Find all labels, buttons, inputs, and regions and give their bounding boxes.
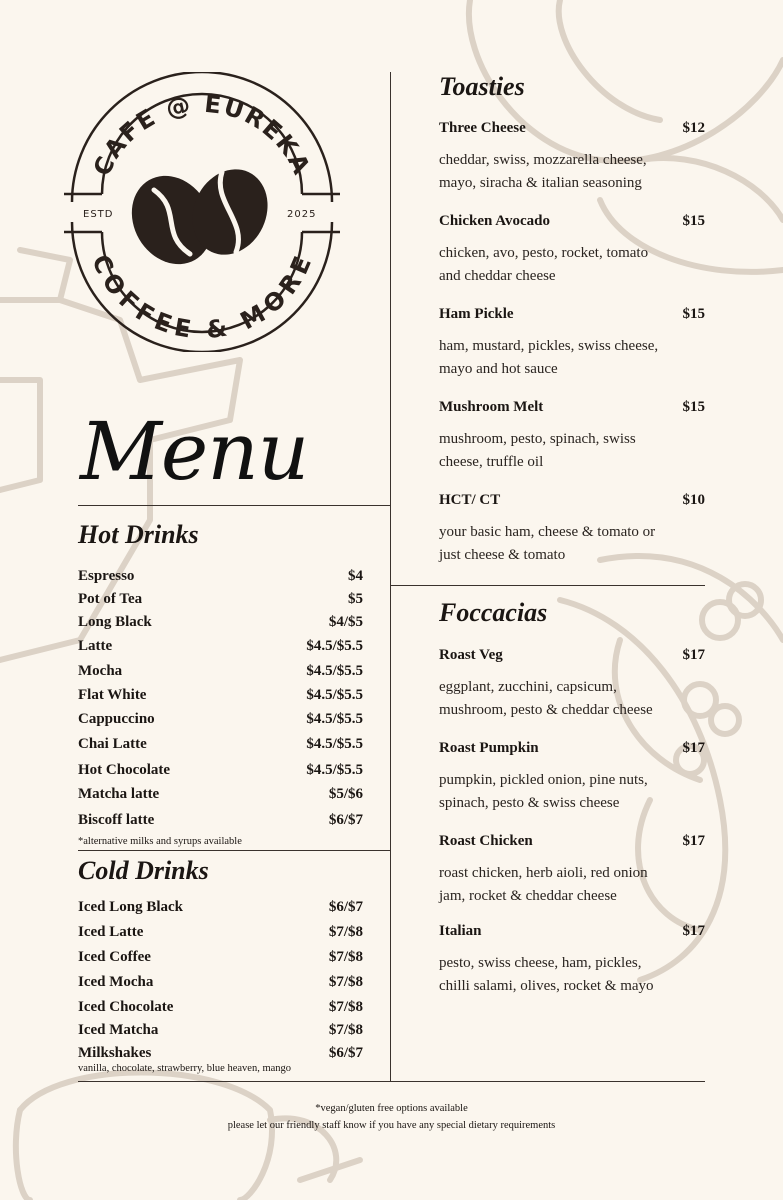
cold-drink-name: Iced Latte	[78, 923, 144, 940]
toastie-price: $12	[682, 120, 705, 136]
toastie-description-line: just cheese & tomato	[439, 547, 566, 563]
hot-drink-name: Flat White	[78, 686, 147, 703]
hot-drink-row	[78, 809, 363, 831]
coffee-cup-sketch	[20, 1073, 272, 1200]
cold-drink-price: $7/$8	[328, 1021, 363, 1038]
logo-estd-text: ESTD	[83, 209, 114, 220]
hot-drink-row	[78, 565, 363, 587]
toastie-price: $15	[682, 306, 705, 322]
toastie-description	[439, 521, 707, 567]
toastie-description	[439, 149, 707, 195]
foccacia-name: Italian	[439, 923, 482, 939]
logo-bottom-text: COFFEE & MORE	[86, 250, 318, 345]
milkshake-flavours-note: vanilla, chocolate, strawberry, blue heaven, mango	[78, 1063, 292, 1074]
cold-drink-price: $7/$8	[328, 998, 363, 1015]
cold-drink-price: $6/$7	[328, 1044, 363, 1061]
foccacia-item	[439, 833, 705, 850]
toastie-item	[439, 492, 705, 509]
cold-drink-price: $6/$7	[328, 898, 363, 915]
coffee-beans-icon	[116, 157, 281, 279]
cold-drink-row	[78, 896, 363, 918]
cold-drink-name: Iced Coffee	[78, 948, 151, 965]
toastie-name: Three Cheese	[439, 120, 526, 136]
hot-drink-row	[78, 660, 363, 682]
hot-drink-name: Biscoff latte	[78, 811, 155, 828]
foccacia-price: $17	[682, 923, 705, 939]
hot-drink-row	[78, 708, 363, 730]
hot-drink-name: Chai Latte	[78, 735, 147, 752]
hot-drink-name: Pot of Tea	[78, 590, 143, 607]
hot-drink-name: Long Black	[78, 613, 152, 630]
cold-drink-price: $7/$8	[328, 973, 363, 990]
cold-drink-row	[78, 921, 363, 943]
foccacia-description-line: pumpkin, pickled onion, pine nuts,	[439, 772, 648, 788]
toasties-title: Toasties	[439, 72, 525, 101]
foccacia-description-line: mushroom, pesto & cheddar cheese	[439, 702, 653, 718]
hot-drink-price: $4.5/$5.5	[306, 735, 363, 752]
cold-drink-price: $7/$8	[328, 948, 363, 965]
toastie-description-line: mayo, siracha & italian seasoning	[439, 175, 642, 191]
cold-drink-row	[78, 1042, 363, 1064]
foccacia-price: $17	[682, 740, 705, 756]
hot-drink-row	[78, 733, 363, 755]
foccacia-description-line: eggplant, zucchini, capsicum,	[439, 679, 617, 695]
toastie-description-line: your basic ham, cheese & tomato or	[439, 524, 656, 540]
hot-drink-price: $5/$6	[328, 785, 363, 802]
foccacia-description-line: roast chicken, herb aioli, red onion	[439, 865, 648, 881]
foccacia-item	[439, 647, 705, 664]
cold-drink-name: Iced Long Black	[78, 898, 184, 915]
toastie-name: Ham Pickle	[439, 306, 514, 322]
hot-drink-row	[78, 588, 363, 610]
hot-drink-name: Cappuccino	[78, 710, 155, 727]
cold-drink-name: Milkshakes	[78, 1044, 152, 1061]
foccacia-description-line: spinach, pesto & swiss cheese	[439, 795, 620, 811]
hot-drinks-title: Hot Drinks	[78, 520, 199, 549]
cold-drink-row	[78, 1019, 363, 1041]
toastie-description	[439, 428, 707, 474]
foccacia-description-line: jam, rocket & cheddar cheese	[439, 888, 617, 904]
bottom-rule	[78, 1081, 705, 1082]
toastie-description-line: cheese, truffle oil	[439, 454, 544, 470]
toastie-name: HCT/ CT	[439, 492, 501, 508]
toastie-description-line: chicken, avo, pesto, rocket, tomato	[439, 245, 649, 261]
toastie-name: Chicken Avocado	[439, 213, 550, 229]
toastie-item	[439, 213, 705, 230]
hot-drink-row	[78, 635, 363, 657]
hot-drink-row	[78, 611, 363, 633]
toastie-price: $10	[682, 492, 705, 508]
foccacias-title: Foccacias	[439, 598, 548, 627]
foccacia-description	[439, 862, 707, 908]
cold-drink-name: Iced Mocha	[78, 973, 154, 990]
toastie-description-line: mayo and hot sauce	[439, 361, 558, 377]
logo-top-text: CAFE @ EUREKA	[87, 89, 317, 181]
hot-drink-price: $4	[348, 567, 363, 584]
foccacia-item	[439, 740, 705, 757]
cold-drink-row	[78, 946, 363, 968]
cold-drink-row	[78, 996, 363, 1018]
hot-drinks-note: *alternative milks and syrups available	[78, 836, 242, 847]
toasties-foccacias-divider	[391, 585, 705, 586]
coffee-leaf-sketch	[600, 556, 783, 640]
logo-year-text: 2025	[287, 209, 317, 220]
foccacia-description	[439, 769, 707, 815]
hot-drink-price: $4.5/$5.5	[306, 761, 363, 778]
foccacia-description	[439, 676, 707, 722]
cold-drink-name: Iced Matcha	[78, 1021, 159, 1038]
hot-drink-name: Latte	[78, 637, 113, 654]
hot-drink-name: Hot Chocolate	[78, 761, 171, 778]
foccacia-item	[439, 923, 705, 940]
hot-drink-name: Mocha	[78, 662, 123, 679]
foccacia-name: Roast Pumpkin	[439, 740, 539, 756]
cold-drink-name: Iced Chocolate	[78, 998, 174, 1015]
foccacia-price: $17	[682, 833, 705, 849]
column-divider	[390, 72, 391, 1082]
toastie-item	[439, 306, 705, 323]
footer-vegan-note: *vegan/gluten free options available	[315, 1103, 468, 1114]
cold-drinks-title: Cold Drinks	[78, 856, 209, 885]
toastie-item	[439, 120, 705, 137]
cafe-logo	[62, 72, 342, 352]
hot-cold-divider	[78, 850, 390, 851]
hot-drink-price: $5	[348, 590, 363, 607]
footer-dietary-note: please let our friendly staff know if you have any special dietary requirements	[227, 1120, 556, 1131]
menu-title: Menu	[80, 405, 309, 498]
menu-title-rule	[78, 505, 390, 506]
hot-drink-row	[78, 783, 363, 805]
cold-drink-row	[78, 971, 363, 993]
toastie-description-line: mushroom, pesto, spinach, swiss	[439, 431, 636, 447]
toastie-item	[439, 399, 705, 416]
hot-drink-price: $6/$7	[328, 811, 363, 828]
cold-drink-price: $7/$8	[328, 923, 363, 940]
toastie-description	[439, 335, 707, 381]
hot-drink-price: $4.5/$5.5	[306, 662, 363, 679]
toastie-description-line: cheddar, swiss, mozzarella cheese,	[439, 152, 647, 168]
foccacia-name: Roast Chicken	[439, 833, 533, 849]
toastie-name: Mushroom Melt	[439, 399, 544, 415]
foccacia-price: $17	[682, 647, 705, 663]
foccacia-description-line: pesto, swiss cheese, ham, pickles,	[439, 955, 642, 971]
toastie-price: $15	[682, 399, 705, 415]
foccacia-name: Roast Veg	[439, 647, 503, 663]
hot-drink-row	[78, 759, 363, 781]
hot-drink-price: $4/$5	[328, 613, 363, 630]
toastie-description-line: and cheddar cheese	[439, 268, 556, 284]
foccacia-description-line: chilli salami, olives, rocket & mayo	[439, 978, 654, 994]
toastie-description-line: ham, mustard, pickles, swiss cheese,	[439, 338, 659, 354]
toastie-price: $15	[682, 213, 705, 229]
hot-drink-name: Matcha latte	[78, 785, 160, 802]
foccacia-description	[439, 952, 707, 998]
hot-drink-row	[78, 684, 363, 706]
toastie-description	[439, 242, 707, 288]
hot-drink-price: $4.5/$5.5	[306, 710, 363, 727]
hot-drink-name: Espresso	[78, 567, 135, 584]
hot-drink-price: $4.5/$5.5	[306, 686, 363, 703]
hot-drink-price: $4.5/$5.5	[306, 637, 363, 654]
